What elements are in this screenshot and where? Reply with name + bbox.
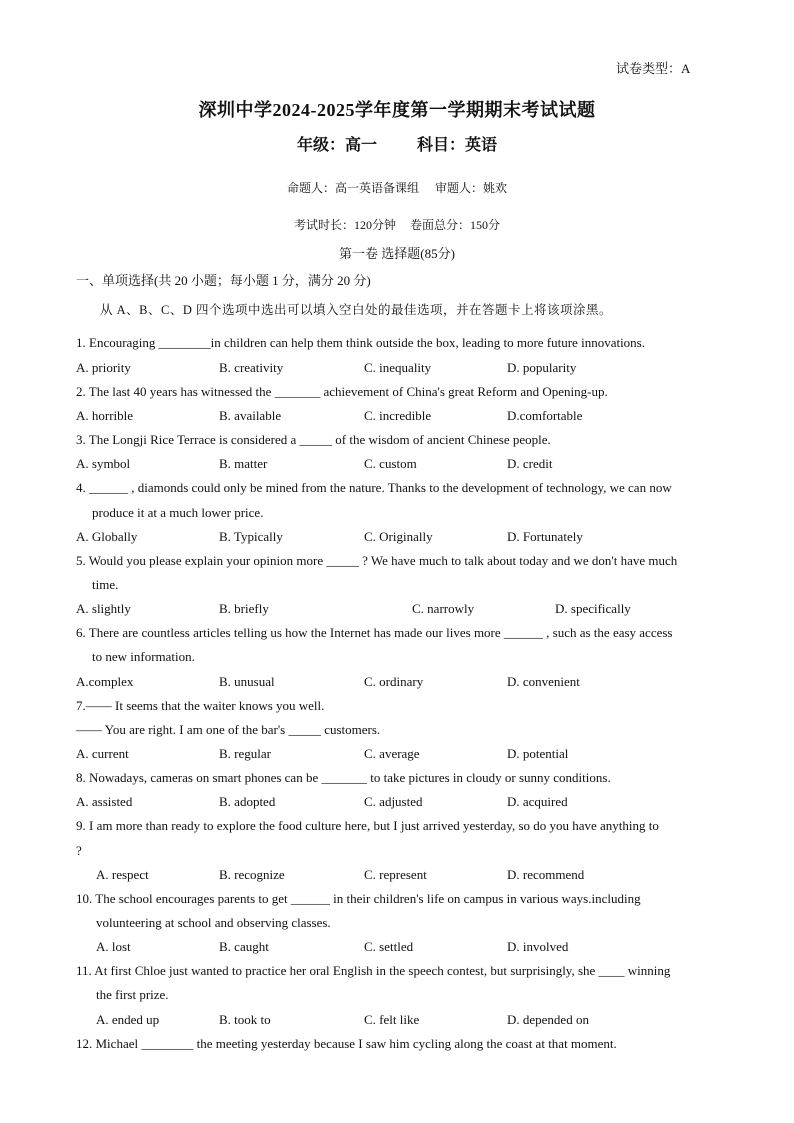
question-stem-continuation: to new information. (92, 649, 195, 664)
option-b: B. matter (219, 456, 268, 471)
question-stem: 4. ______ , diamonds could only be mined from the nature. Thanks to the development of technology, we can now (76, 480, 672, 495)
exam-title: 深圳中学2024-2025学年度第一学期期末考试试题 (198, 100, 596, 120)
option-b: B. briefly (219, 601, 269, 616)
option-a: A. horrible (76, 408, 134, 423)
question-stem: 1. Encouraging ________in children can help them think outside the box, leading to more future innovations. (76, 335, 645, 350)
paper-type-label: 试卷类型：A (616, 61, 691, 76)
option-d: D. popularity (507, 360, 577, 375)
question-stem: 11. At first Chloe just wanted to practice her oral English in the speech contest, but surprisingly, she ____ winning (76, 963, 671, 978)
option-b: B. available (219, 408, 282, 423)
option-c: C. adjusted (364, 794, 423, 809)
option-b: B. unusual (219, 674, 275, 689)
option-d: D. recommend (507, 867, 585, 882)
option-c: C. Originally (364, 529, 433, 544)
option-b: B. adopted (219, 794, 276, 809)
question-stem: 12. Michael ________ the meeting yesterday because I saw him cycling along the coast at that moment. (76, 1036, 617, 1051)
duration-score-line (0, 216, 794, 233)
option-a: A. ended up (96, 1012, 160, 1027)
option-c: C. settled (364, 939, 414, 954)
question-stem: 3. The Longji Rice Terrace is considered a _____ of the wisdom of ancient Chinese people. (76, 432, 551, 447)
part-title: 第一卷 选择题(85分) (339, 246, 455, 261)
duration-label: 考试时长：120分钟 (293, 218, 396, 232)
subject-label: 科目：英语 (417, 137, 498, 154)
option-d: D. potential (507, 746, 569, 761)
section-instruction: 从 A、B、C、D 四个选项中选出可以填入空白处的最佳选项，并在答题卡上将该项涂黑。 (100, 303, 612, 317)
option-a: A.complex (76, 674, 134, 689)
option-a: A. Globally (76, 529, 138, 544)
question-stem-continuation: the first prize. (96, 987, 169, 1002)
option-b: B. creativity (219, 360, 284, 375)
option-c: C. felt like (364, 1012, 420, 1027)
question-stem: 7.—— It seems that the waiter knows you well. (76, 698, 325, 713)
question-stem-continuation: produce it at a much lower price. (92, 505, 264, 520)
option-a: A. priority (76, 360, 131, 375)
option-c: C. custom (364, 456, 417, 471)
question-stem-continuation: ? (76, 843, 82, 858)
option-a: A. assisted (76, 794, 133, 809)
option-d: D. credit (507, 456, 553, 471)
section-title: 一、单项选择(共 20 小题；每小题 1 分，满分 20 分) (76, 273, 371, 288)
option-b: B. regular (219, 746, 271, 761)
question-stem: 2. The last 40 years has witnessed the _______ achievement of China's great Reform and Opening-up. (76, 384, 608, 399)
option-c: C. inequality (364, 360, 432, 375)
option-c: C. represent (364, 867, 427, 882)
setter-label: 命题人：高一英语备课组 (286, 181, 419, 195)
option-b: B. recognize (219, 867, 285, 882)
option-b: B. took to (219, 1012, 271, 1027)
option-d: D. specifically (555, 601, 631, 616)
option-a: A. slightly (76, 601, 131, 616)
option-a: A. respect (96, 867, 149, 882)
total-score-label: 卷面总分：150分 (410, 218, 501, 232)
question-stem-continuation: —— You are right. I am one of the bar's _____ customers. (76, 722, 381, 737)
option-c: C. narrowly (412, 601, 475, 616)
option-b: B. caught (219, 939, 269, 954)
question-stem: 6. There are countless articles telling us how the Internet has made our lives more ______ , such as the easy access (76, 625, 673, 640)
option-c: C. ordinary (364, 674, 424, 689)
option-d: D. acquired (507, 794, 568, 809)
option-d: D. Fortunately (507, 529, 583, 544)
option-d: D.comfortable (507, 408, 583, 423)
question-stem-continuation: volunteering at school and observing classes. (96, 915, 331, 930)
grade-subject-line (0, 132, 794, 155)
question-stem-continuation: time. (92, 577, 119, 592)
option-c: C. average (364, 746, 420, 761)
option-a: A. lost (96, 939, 131, 954)
question-stem: 10. The school encourages parents to get ______ in their children's life on campus in various ways.including (76, 891, 641, 906)
option-b: B. Typically (219, 529, 283, 544)
setter-reviewer-line (0, 179, 794, 196)
question-stem: 9. I am more than ready to explore the food culture here, but I just arrived yesterday, so do you have anything to (76, 818, 659, 833)
question-stem: 8. Nowadays, cameras on smart phones can be _______ to take pictures in cloudy or sunny conditions. (76, 770, 611, 785)
option-c: C. incredible (364, 408, 432, 423)
option-a: A. current (76, 746, 129, 761)
reviewer-label: 审题人：姚欢 (435, 181, 508, 195)
question-stem: 5. Would you please explain your opinion more _____ ? We have much to talk about today and we don't have much (76, 553, 678, 568)
option-d: D. involved (507, 939, 569, 954)
grade-label: 年级：高一 (296, 137, 377, 154)
option-d: D. convenient (507, 674, 580, 689)
option-a: A. symbol (76, 456, 131, 471)
option-d: D. depended on (507, 1012, 589, 1027)
